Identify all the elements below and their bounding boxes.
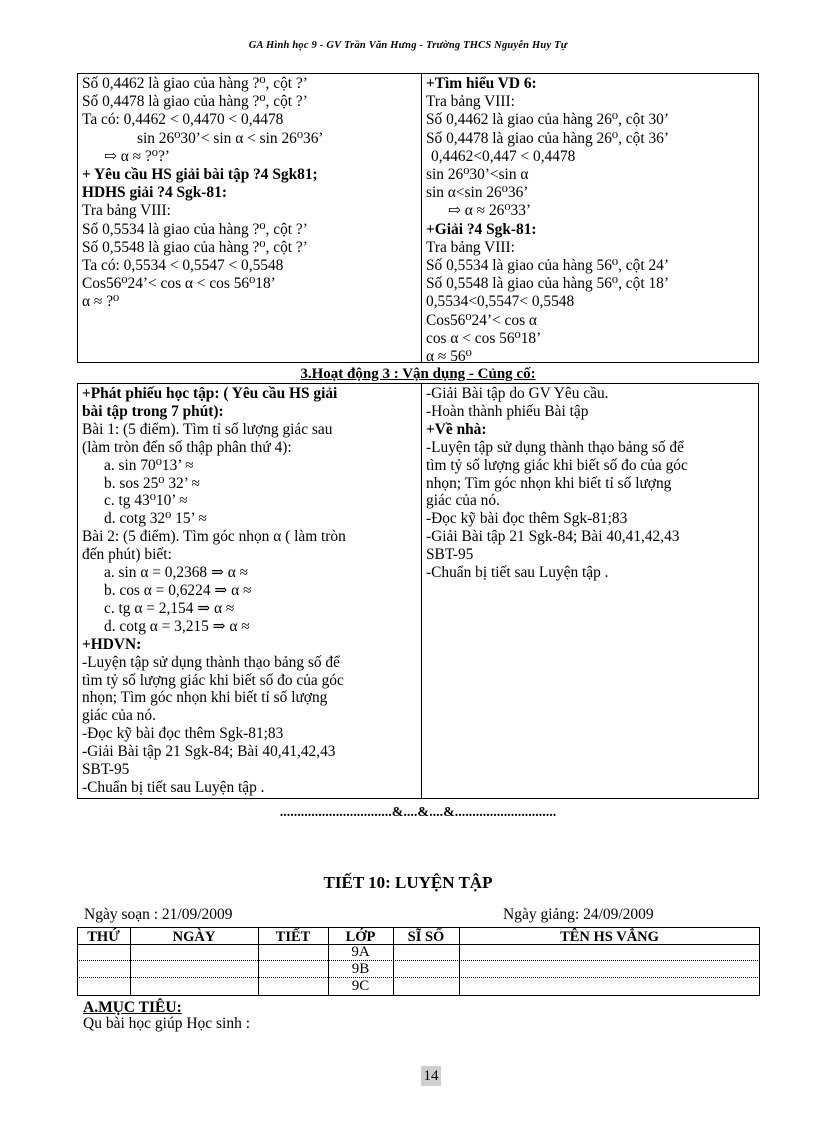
top-left-cell xyxy=(77,75,421,312)
text-line: giác của nó. xyxy=(426,492,500,510)
objectives-text: Qu bài học giúp Học sinh : xyxy=(83,1015,251,1032)
text-line: tìm tỷ số lượng giác khi biết số đo của góc xyxy=(426,456,688,474)
text-line: c. tg 43⁰10’ ≈ xyxy=(104,492,188,510)
class-9c: 9C xyxy=(351,978,370,994)
text-line: sin 26⁰30’< sin α < sin 26⁰36’ xyxy=(137,129,324,147)
text-line: b. cos α = 0,6224 ⇒ α ≈ xyxy=(104,581,252,599)
text-line: -Luyện tập sử dụng thành thạo bảng số để xyxy=(82,653,340,671)
text-line: HDHS giải ?4 Sgk-81: xyxy=(82,184,227,202)
text-line: α ≈ ?⁰ xyxy=(82,293,120,311)
text-line: d. cotg α = 3,215 ⇒ α ≈ xyxy=(104,617,250,635)
lesson-title: TIẾT 10: LUYỆN TẬP xyxy=(323,873,493,892)
bottom-right-cell xyxy=(421,385,759,582)
text-line: Bài 2: (5 điểm). Tìm góc nhọn α ( làm tròn xyxy=(82,528,346,546)
text-line: b. sos 25⁰ 32’ ≈ xyxy=(104,474,200,492)
text-line: -Đọc kỹ bài đọc thêm Sgk-81;83 xyxy=(426,510,628,528)
text-line: Số 0,5534 là giao của hàng ?⁰, cột ?’ xyxy=(82,220,308,238)
text-line: ⇨ α ≈ ?⁰?’ xyxy=(104,147,170,165)
text-line: cos α < cos 56⁰18’ xyxy=(426,329,542,347)
text-line: a. sin α = 0,2368 ⇒ α ≈ xyxy=(104,564,249,582)
col-header-si-so: SĨ SỐ xyxy=(407,929,445,945)
date-taught: Ngày giảng: 24/09/2009 xyxy=(503,906,654,923)
text-line: -Chuẩn bị tiết sau Luyện tập . xyxy=(82,778,265,796)
bottom-left-cell xyxy=(77,385,421,797)
text-line: (làm tròn đến số thập phân thứ 4): xyxy=(82,438,292,456)
text-line: nhọn; Tìm góc nhọn khi biết tỉ số lượng xyxy=(426,474,672,492)
text-line: Số 0,5534 là giao của hàng 56⁰, cột 24’ xyxy=(426,257,669,275)
col-header-lop: LỚP xyxy=(345,929,376,945)
text-line: Tra bảng VIII: xyxy=(426,93,515,111)
table-row-rule xyxy=(77,977,760,978)
text-line: Số 0,4478 là giao của hàng ?⁰, cột ?’ xyxy=(82,93,308,111)
page-number: 14 xyxy=(421,1066,441,1086)
text-line: Cos56⁰24’< cos α < cos 56⁰18’ xyxy=(82,275,276,293)
text-line: Ta có: 0,5534 < 0,5547 < 0,5548 xyxy=(82,257,284,275)
text-line: đến phút) biết: xyxy=(82,546,172,564)
text-line: a. sin 70⁰13’ ≈ xyxy=(104,456,194,474)
text-line: 0,5534<0,5547< 0,5548 xyxy=(426,293,575,311)
text-line: nhọn; Tìm góc nhọn khi biết tỉ số lượng xyxy=(82,689,328,707)
col-header-ngay: NGÀY xyxy=(172,929,216,945)
text-line: giác của nó. xyxy=(82,707,156,725)
text-line: +HDVN: xyxy=(82,635,142,653)
table-row-rule xyxy=(77,960,760,961)
text-line: Bài 1: (5 điểm). Tìm tỉ số lượng giác sau xyxy=(82,420,333,438)
page-header: GA Hình học 9 - GV Trần Văn Hưng - Trường THCS Nguyễn Huy Tự xyxy=(248,40,568,51)
text-line: sin α<sin 26⁰36’ xyxy=(426,184,529,202)
text-line: sin 26⁰30’<sin α xyxy=(426,166,529,184)
text-line: +Giải ?4 Sgk-81: xyxy=(426,220,537,238)
text-line: Cos56⁰24’< cos α xyxy=(426,311,537,329)
text-line: -Giải Bài tập 21 Sgk-84; Bài 40,41,42,43 xyxy=(426,528,680,546)
text-line: Số 0,4462 là giao của hàng 26⁰, cột 30’ xyxy=(426,111,669,129)
text-line: SBT-95 xyxy=(82,761,130,779)
date-prepared: Ngày soạn : 21/09/2009 xyxy=(84,906,233,923)
text-line: -Chuẩn bị tiết sau Luyện tập . xyxy=(426,564,609,582)
text-line: -Luyện tập sử dụng thành thạo bảng số để xyxy=(426,438,684,456)
text-line: SBT-95 xyxy=(426,546,474,564)
text-line: Số 0,4462 là giao của hàng ?⁰, cột ?’ xyxy=(82,75,308,92)
text-line: α ≈ 56⁰ xyxy=(426,348,472,366)
text-line: d. cotg 32⁰ 15’ ≈ xyxy=(104,510,207,528)
text-line: 0,4462<0,447 < 0,4478 xyxy=(431,147,576,165)
objectives-title: A.MỤC TIÊU: xyxy=(83,999,182,1016)
text-line: + Yêu cầu HS giải bài tập ?4 Sgk81; xyxy=(82,166,318,184)
text-line: Số 0,5548 là giao của hàng ?⁰, cột ?’ xyxy=(82,238,308,256)
text-line: +Về nhà: xyxy=(426,420,487,438)
class-9a: 9A xyxy=(351,944,370,960)
text-line: Ta có: 0,4462 < 0,4470 < 0,4478 xyxy=(82,111,284,129)
text-line: Số 0,5548 là giao của hàng 56⁰, cột 18’ xyxy=(426,275,669,293)
separator-line: ................................&....&....&............................. xyxy=(279,805,557,820)
text-line: Tra bảng VIII: xyxy=(82,202,171,220)
text-line: +Tìm hiểu VD 6: xyxy=(426,75,537,92)
text-line: -Hoàn thành phiếu Bài tập xyxy=(426,402,589,420)
text-line: tìm tỷ số lượng giác khi biết số đo của góc xyxy=(82,671,344,689)
col-header-tiet: TIẾT xyxy=(275,929,311,945)
text-line: -Giải Bài tập do GV Yêu cầu. xyxy=(426,385,609,402)
text-line: Tra bảng VIII: xyxy=(426,238,515,256)
col-header-absent: TÊN HS VẮNG xyxy=(560,929,659,945)
top-right-cell xyxy=(421,75,759,366)
text-line: Số 0,4478 là giao của hàng 26⁰, cột 36’ xyxy=(426,129,669,147)
section-3-heading: 3.Hoạt động 3 : Vận dụng - Củng cố: xyxy=(300,366,536,382)
text-line: -Đọc kỹ bài đọc thêm Sgk-81;83 xyxy=(82,725,284,743)
text-line: -Giải Bài tập 21 Sgk-84; Bài 40,41,42,43 xyxy=(82,743,336,761)
text-line: bài tập trong 7 phút): xyxy=(82,402,224,420)
text-line: ⇨ α ≈ 26⁰33’ xyxy=(448,202,532,220)
text-line: +Phát phiếu học tập: ( Yêu cầu HS giải xyxy=(82,385,338,402)
text-line: c. tg α = 2,154 ⇒ α ≈ xyxy=(104,599,235,617)
class-9b: 9B xyxy=(351,961,370,977)
col-header-thu: THỨ xyxy=(87,929,120,945)
